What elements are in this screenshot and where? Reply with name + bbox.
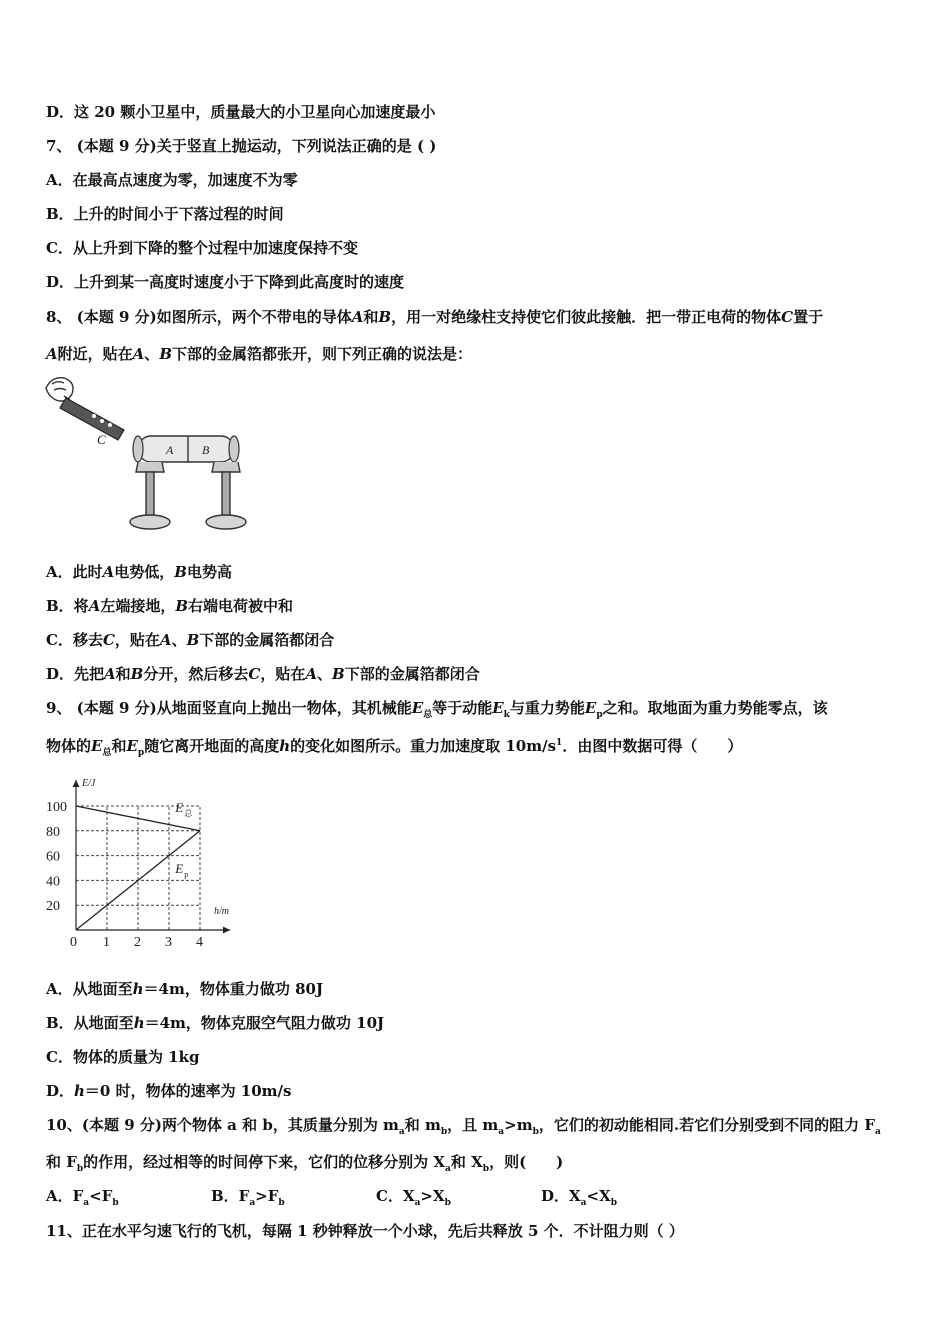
q8-stem-line1: 8、 (本题 9 分)如图所示，两个不带电的导体A和B，用一对绝缘柱支持使它们彼此接触．把一带正电荷的物体C置于 — [46, 308, 824, 326]
q10-stem-line2: 和 $F_b$的作用，经过相等的时间停下来，它们的位移分别为 $X_a$和 $X_b$，则( ) — [46, 1153, 564, 1174]
y-tick-label: 20 — [46, 899, 60, 915]
series-label-total-sub: 总 — [184, 809, 193, 819]
q7-option-b: B．上升的时间小于下落过程的时间 — [46, 205, 284, 223]
q9-stem-line2: 物体的$E_总$和$E_p$随它离开地面的高度h的变化如图所示。重力加速度取 $10m/s^1$．由图中数据可得（ ） — [46, 737, 743, 758]
y-tick-label: 80 — [46, 824, 60, 840]
hand-holding-rod — [46, 378, 73, 401]
x-tick-label: 2 — [134, 935, 141, 946]
q8-stem-line2: A附近，贴在A、B下部的金属箔都张开，则下列正确的说法是： — [46, 345, 473, 363]
q7-stem: 7、 (本题 9 分)关于竖直上抛运动，下列说法正确的是 ( ) — [46, 137, 437, 155]
label-a: A — [166, 443, 174, 457]
x-tick-label: 4 — [196, 935, 203, 946]
q7-option-c: C．从上升到下降的整个过程中加速度保持不变 — [46, 239, 358, 257]
q8-option-c: C．移去C，贴在A、B下部的金属箔都闭合 — [46, 631, 335, 649]
q8-option-a: A．此时A电势低，B电势高 — [46, 563, 232, 581]
series-label-total: E — [175, 800, 184, 816]
x-tick-label: 3 — [165, 935, 172, 946]
q9-option-a: A．从地面至h＝4m，物体重力做功 80J — [46, 980, 324, 998]
y-tick-label: 40 — [46, 874, 60, 890]
label-c: C — [97, 432, 106, 447]
conductor-ab — [133, 436, 239, 462]
q10-stem-line1: 10、(本题 9 分)两个物体 a 和 b，其质量分别为 $m_a$和 $m_b$，且 $m_a>m_b$，它们的初动能相同.若它们分别受到不同的阻力 $F_a$ — [46, 1116, 881, 1137]
q6-option-d: D．这 20 颗小卫星中，质量最大的小卫星向心加速度最小 — [46, 103, 436, 121]
series-label-ep-sub: p — [184, 869, 189, 879]
series-label-ep: E — [175, 860, 184, 876]
q11-stem: 11、正在水平匀速飞行的飞机，每隔 1 秒钟释放一个小球，先后共释放 5 个．不计阻力则（ ） — [46, 1222, 684, 1240]
q7-option-a: A．在最高点速度为零，加速度不为零 — [46, 171, 298, 189]
q9-stem-line1: 9、 (本题 9 分)从地面竖直向上抛出一物体，其机械能$E_总$等于动能$E_k$与重力势能$E_p$之和。取地面为重力势能零点，该 — [46, 699, 828, 720]
charged-rod-c — [60, 398, 124, 440]
energy-chart — [40, 768, 250, 946]
q9-option-d: D．h＝0 时，物体的速率为 10m/s — [46, 1082, 292, 1100]
x-tick-label: 1 — [103, 935, 110, 946]
q10-option-d: D．$X_a<X_b$ — [541, 1187, 618, 1208]
x-axis-label: h/m — [214, 906, 229, 917]
q10-option-a: A．$F_a<F_b$ — [46, 1187, 119, 1208]
conductor-figure — [42, 374, 252, 536]
y-tick-label: 60 — [46, 849, 60, 865]
q9-option-c: C．物体的质量为 1kg — [46, 1048, 200, 1066]
q7-option-d: D．上升到某一高度时速度小于下降到此高度时的速度 — [46, 273, 405, 291]
q9-option-b: B．从地面至h＝4m，物体克服空气阻力做功 10J — [46, 1014, 385, 1032]
q10-option-c: C．$X_a>X_b$ — [376, 1187, 451, 1208]
y-axis-label: E/J — [82, 778, 96, 789]
q10-option-b: B．$F_a>F_b$ — [211, 1187, 285, 1208]
label-b: B — [202, 443, 210, 457]
insulating-stands — [130, 462, 246, 529]
y-tick-label: 100 — [46, 800, 67, 815]
q8-option-d: D．先把A和B分开，然后移去C，贴在A、B下部的金属箔都闭合 — [46, 665, 480, 683]
x-tick-label: 0 — [70, 935, 77, 946]
q10-options — [46, 1186, 910, 1206]
q8-option-b: B．将A左端接地，B右端电荷被中和 — [46, 597, 294, 615]
